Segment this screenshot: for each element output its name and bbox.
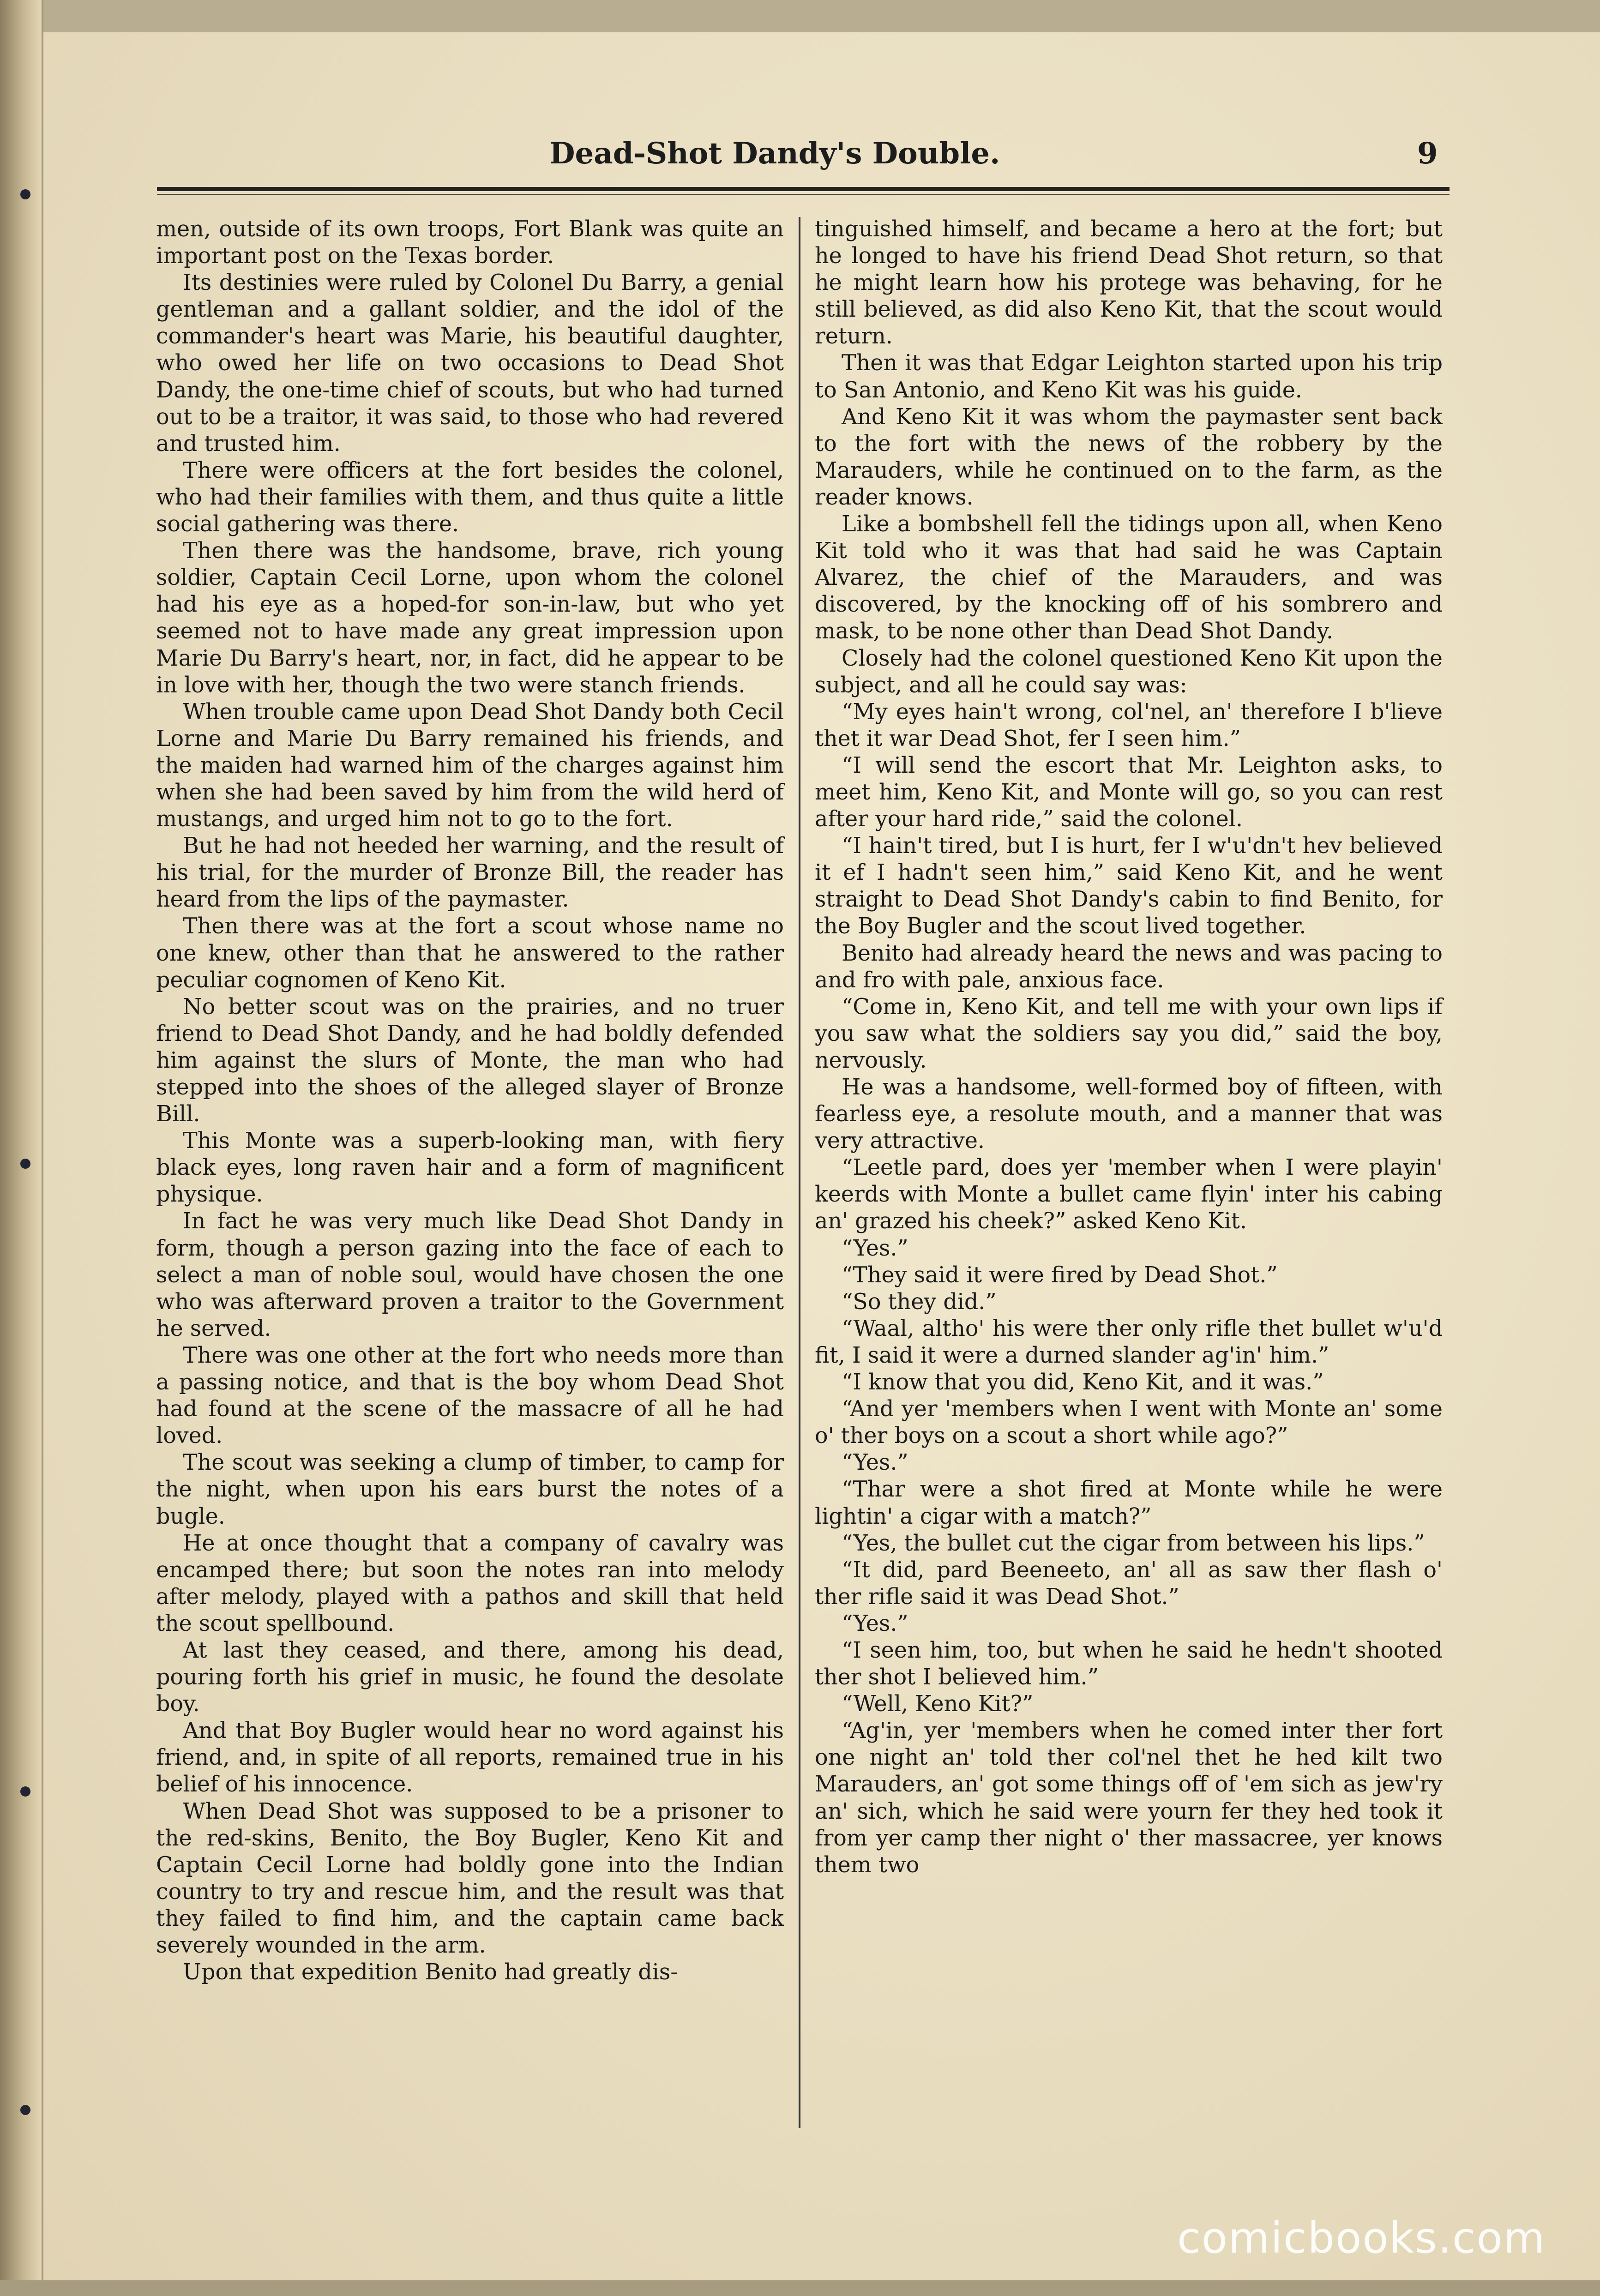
- paragraph: At last they ceased, and there, among his dead, pouring forth his grief in music, he found the desolate boy.: [156, 1637, 784, 1717]
- dialogue-line: “Come in, Keno Kit, and tell me with your own lips if you saw what the soldiers say you did,” said the boy, nervously.: [815, 994, 1443, 1073]
- top-page-edge: [0, 0, 1600, 32]
- dialogue-line: “So they did.”: [842, 1289, 997, 1315]
- binding-gutter: [0, 0, 43, 2296]
- dialogue-line: “Ag'in, yer 'members when he comed inter ther fort one night an' told ther col'nel thet he hed kilt two Marauders, an' got some things off of 'em sich as jew'ry an' sich, which he said were yourn fer they hed took it from yer camp ther night o' ther massacree, yer knows them two: [815, 1718, 1443, 1878]
- dialogue-line: “Yes.”: [842, 1611, 908, 1636]
- staple-hole-icon: [20, 189, 30, 199]
- paragraph: tinguished himself, and became a hero at the fort; but he longed to have his friend Dead Shot return, so that he might learn how his protege was behaving, for he still believed, as did also Keno Kit, that the scout would return.: [815, 216, 1443, 349]
- column-divider: [799, 217, 800, 2128]
- paragraph: But he had not heeded her warning, and the result of his trial, for the murder of Bronze Bill, the reader has heard from the lips of the paymaster.: [156, 833, 784, 913]
- header-rule-thin: [157, 194, 1450, 195]
- dialogue-line: “Well, Keno Kit?”: [842, 1691, 1034, 1717]
- paragraph: In fact he was very much like Dead Shot Dandy in form, though a person gazing into the face of each to select a man of noble soul, would have chosen the one who was afterward proven a traitor to the Government he served.: [156, 1208, 784, 1341]
- staple-hole-icon: [20, 1159, 30, 1169]
- paragraph: And Keno Kit it was whom the paymaster sent back to the fort with the news of the robbery by the Marauders, while he continued on to the farm, as the reader knows.: [815, 404, 1443, 510]
- paragraph: This Monte was a superb-looking man, with fiery black eyes, long raven hair and a form of magnificent physique.: [156, 1128, 784, 1208]
- dialogue-line: “I hain't tired, but I is hurt, fer I w'u'dn't hev believed it ef I hadn't seen him,” said Keno Kit, and he went straight to Dead Shot Dandy's cabin to find Benito, for the Boy Bugler and the scout lived together.: [815, 833, 1443, 939]
- left-column: [156, 216, 784, 1986]
- paragraph: Closely had the colonel questioned Keno Kit upon the subject, and all he could say was:: [815, 645, 1443, 698]
- paragraph: Then there was at the fort a scout whose name no one knew, other than that he answered to the rather peculiar cognomen of Keno Kit.: [156, 914, 784, 993]
- paragraph: No better scout was on the prairies, and no truer friend to Dead Shot Dandy, and he had boldly defended him against the slurs of Monte, the man who had stepped into the shoes of the alleged slayer of Bronze Bill.: [156, 994, 784, 1127]
- paragraph: When Dead Shot was supposed to be a prisoner to the red-skins, Benito, the Boy Bugler, Keno Kit and Captain Cecil Lorne had boldly gone into the Indian country to try and rescue him, and the result was that they failed to find him, and the captain came back severely wounded in the arm.: [156, 1798, 784, 1958]
- paragraph: The scout was seeking a clump of timber, to camp for the night, when upon his ears burst the notes of a bugle.: [156, 1450, 784, 1529]
- right-column: [815, 216, 1443, 1879]
- paragraph: When trouble came upon Dead Shot Dandy both Cecil Lorne and Marie Du Barry remained his friends, and the maiden had warned him of the charges against him when she had been saved by him from the wild herd of mustangs, and urged him not to go to the fort.: [156, 699, 784, 832]
- dialogue-line: “It did, pard Beeneeto, an' all as saw ther flash o' ther rifle said it was Dead Shot.”: [815, 1557, 1443, 1610]
- watermark: comicbooks.com: [1177, 2213, 1546, 2263]
- paragraph: And that Boy Bugler would hear no word against his friend, and, in spite of all reports, remained true in his belief of his innocence.: [156, 1718, 784, 1797]
- dialogue-line: “Yes.”: [842, 1450, 908, 1476]
- staple-hole-icon: [20, 1786, 30, 1797]
- dialogue-line: “My eyes hain't wrong, col'nel, an' therefore I b'lieve thet it war Dead Shot, fer I seen him.”: [815, 699, 1443, 751]
- dialogue-line: “And yer 'members when I went with Monte an' some o' ther boys on a scout a short while ago?”: [815, 1396, 1443, 1449]
- dialogue-line: “Yes.”: [842, 1235, 908, 1261]
- bottom-page-edge: [0, 2280, 1600, 2296]
- paragraph: There was one other at the fort who needs more than a passing notice, and that is the boy whom Dead Shot had found at the scene of the massacre of all he had loved.: [156, 1342, 784, 1449]
- paragraph: There were officers at the fort besides the colonel, who had their families with them, and thus quite a little social gathering was there.: [156, 457, 784, 537]
- dialogue-line: “I will send the escort that Mr. Leighton asks, to meet him, Keno Kit, and Monte will go, so you can rest after your hard ride,” said the colonel.: [815, 752, 1443, 832]
- staple-hole-icon: [20, 2105, 30, 2115]
- running-title: Dead-Shot Dandy's Double.: [549, 136, 1000, 171]
- dialogue-line: “Yes, the bullet cut the cigar from between his lips.”: [842, 1530, 1425, 1556]
- dialogue-line: “I know that you did, Keno Kit, and it was.”: [842, 1370, 1324, 1395]
- paragraph: He was a handsome, well-formed boy of fifteen, with fearless eye, a resolute mouth, and a manner that was very attractive.: [815, 1075, 1443, 1154]
- header-rule: [157, 187, 1450, 191]
- paragraph: Its destinies were ruled by Colonel Du Barry, a genial gentleman and a gallant soldier, and the idol of the commander's heart was Marie, his beautiful daughter, who owed her life on two occasions to Dead Shot Dandy, the one-time chief of scouts, but who had turned out to be a traitor, it was said, to those who had revered and trusted him.: [156, 270, 784, 457]
- paragraph: Benito had already heard the news and was pacing to and fro with pale, anxious face.: [815, 940, 1443, 993]
- dialogue-line: “Thar were a shot fired at Monte while he were lightin' a cigar with a match?”: [815, 1477, 1443, 1529]
- dialogue-line: “Leetle pard, does yer 'member when I were playin' keerds with Monte a bullet came flyin' inter his cabing an' grazed his cheek?” asked Keno Kit.: [815, 1155, 1443, 1234]
- paragraph: Like a bombshell fell the tidings upon all, when Keno Kit told who it was that had said he was Captain Alvarez, the chief of the Marauders, and was discovered, by the knocking off of his sombrero and mask, to be none other than Dead Shot Dandy.: [815, 511, 1443, 644]
- dialogue-line: “I seen him, too, but when he said he hedn't shooted ther shot I believed him.”: [815, 1637, 1443, 1690]
- dialogue-line: “Waal, altho' his were ther only rifle thet bullet w'u'd fit, I said it were a durned slander ag'in' him.”: [815, 1316, 1443, 1368]
- dialogue-line: “They said it were fired by Dead Shot.”: [842, 1262, 1278, 1288]
- paragraph: Then there was the handsome, brave, rich young soldier, Captain Cecil Lorne, upon whom the colonel had his eye as a hoped-for son-in-law, but who yet seemed not to have made any great impression upon Marie Du Barry's heart, nor, in fact, did he appear to be in love with her, though the two were stanch friends.: [156, 538, 784, 698]
- paragraph: He at once thought that a company of cavalry was encamped there; but soon the notes ran into melody after melody, played with a pathos and skill that held the scout spellbound.: [156, 1530, 784, 1636]
- paragraph: men, outside of its own troops, Fort Blank was quite an important post on the Texas border.: [156, 216, 784, 269]
- paragraph: Then it was that Edgar Leighton started upon his trip to San Antonio, and Keno Kit was his guide.: [815, 350, 1443, 403]
- page-number: 9: [1417, 136, 1438, 171]
- paragraph: Upon that expedition Benito had greatly dis-: [183, 1959, 678, 1985]
